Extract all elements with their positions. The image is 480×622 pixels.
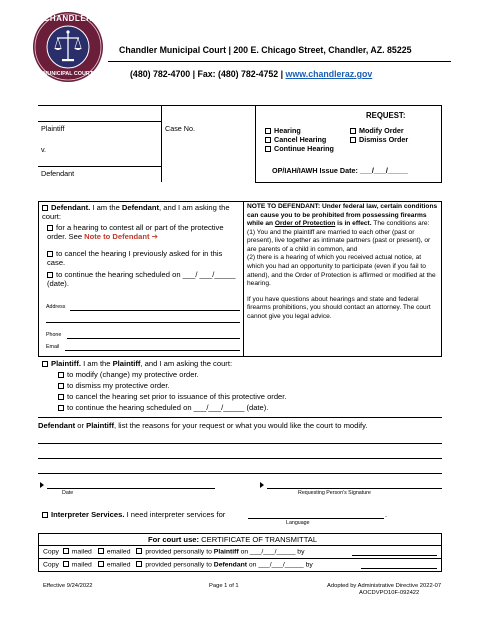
plaintiff-emailed-checkbox[interactable] — [98, 548, 104, 554]
phone-fax-text: (480) 782-4700 | Fax: (480) 782-4752 | — [130, 69, 286, 79]
defendant-emailed-checkbox[interactable] — [98, 561, 104, 567]
address-field[interactable] — [70, 310, 240, 311]
form-code: AOCDVPO10F-092422 — [359, 590, 420, 596]
defendant-personal-checkbox[interactable] — [136, 561, 142, 567]
request-cancel-option[interactable]: Cancel Hearing — [265, 135, 326, 144]
note-to-defendant-box — [247, 203, 439, 321]
reason-line-3[interactable] — [38, 473, 442, 474]
cancel-checkbox[interactable] — [47, 251, 53, 257]
signature-field[interactable] — [267, 488, 442, 489]
hearing-checkbox[interactable] — [265, 128, 271, 134]
seal-bottom-text: MUNICIPAL COURT — [42, 71, 94, 77]
email-field[interactable] — [65, 350, 240, 351]
effective-date: Effective 9/24/2022 — [43, 583, 93, 589]
plaintiff-checkbox[interactable] — [42, 361, 48, 367]
transmittal-row-defendant: Copy mailed emailed provided personally to Defendant on ___/___/_____ by — [43, 561, 313, 569]
case-number-field[interactable] — [195, 122, 251, 132]
issue-date-line[interactable]: OP/IAH/IAWH Issue Date: ___/___/_____ — [272, 166, 408, 175]
court-seal — [31, 10, 105, 84]
plaintiff-label: Plaintiff — [41, 124, 65, 133]
language-field[interactable] — [248, 518, 384, 519]
defendant-checkbox[interactable] — [42, 205, 48, 211]
court-address-line: Chandler Municipal Court | 200 E. Chicago Street, Chandler, AZ. 85225 — [119, 45, 412, 55]
reason-line-2[interactable] — [38, 458, 442, 459]
modify-order-checkbox[interactable] — [350, 128, 356, 134]
plaintiff-option-dismiss[interactable]: to dismiss my protective order. — [58, 381, 170, 390]
plaintiff-option-continue[interactable]: to continue the hearing scheduled on ___/___/_____ (date). — [58, 403, 268, 412]
note-to-defendant-ref: Note to Defendant — [84, 232, 150, 242]
email-label: Email — [46, 344, 60, 350]
date-field[interactable] — [47, 488, 215, 489]
plaintiff-mailed-checkbox[interactable] — [63, 548, 69, 554]
versus-label: v. — [41, 145, 47, 154]
note-questions: If you have questions about hearings and state and federal firearms prohibitions, you should contact an attorney. The court cannot give you legal advice. — [247, 295, 431, 320]
request-continue-option[interactable]: Continue Hearing — [265, 144, 334, 153]
request-title: REQUEST: — [366, 111, 406, 120]
court-use-title: For court use: CERTIFICATE OF TRANSMITTAL — [148, 535, 318, 544]
right-arrow-icon: ➔ — [151, 232, 159, 242]
reason-line-1[interactable] — [38, 443, 442, 444]
language-label: Language — [286, 520, 310, 526]
phone-field[interactable] — [67, 338, 240, 339]
interpreter-period: . — [385, 510, 388, 519]
defendant-transmittal-by-field[interactable] — [361, 568, 437, 569]
defendant-request-intro[interactable]: Defendant. I am the Defendant, and I am asking the court: — [42, 203, 230, 222]
dismiss-checkbox[interactable] — [58, 383, 64, 389]
address-label: Address — [46, 304, 66, 310]
request-modify-option[interactable]: Modify Order — [350, 126, 404, 135]
date-label: Date — [62, 490, 74, 496]
continue-hearing-checkbox[interactable] — [265, 146, 271, 152]
note-warning: NOTE TO DEFENDANT: Under federal law, certain conditions can cause you to be prohibited from possessing firearms while an Order of Protection is in effect. The conditions are: — [247, 203, 438, 228]
dismiss-order-checkbox[interactable] — [350, 137, 356, 143]
defendant-label: Defendant — [41, 169, 75, 178]
address-field-2[interactable] — [46, 322, 240, 323]
signature-label: Requesting Person's Signature — [298, 490, 371, 496]
website-link[interactable]: www.chandleraz.gov — [285, 69, 373, 79]
defendant-option-continue[interactable]: to continue the hearing scheduled on ___/ ___/_____ (date). — [47, 270, 236, 289]
plaintiff-cancel-checkbox[interactable] — [58, 394, 64, 400]
defendant-option-cancel[interactable]: to cancel the hearing I previously asked for in this case. — [47, 249, 223, 268]
interpreter-checkbox[interactable] — [42, 512, 48, 518]
signature-arrow-icon — [260, 482, 264, 488]
adopted-directive: Adopted by Administrative Directive 2022-07 — [327, 583, 442, 589]
plaintiff-transmittal-by-field[interactable] — [352, 555, 437, 556]
defendant-name-field[interactable] — [40, 152, 158, 165]
case-number-label: Case No. — [165, 124, 195, 133]
phone-label: Phone — [46, 332, 62, 338]
transmittal-row-plaintiff: Copy mailed emailed provided personally to Plaintiff on ___/___/_____ by — [43, 548, 305, 556]
plaintiff-name-field[interactable] — [40, 107, 158, 120]
plaintiff-option-cancel[interactable]: to cancel the hearing set prior to issuance of this protective order. — [58, 392, 287, 401]
date-arrow-icon — [40, 482, 44, 488]
request-dismiss-option[interactable]: Dismiss Order — [350, 135, 408, 144]
contest-checkbox[interactable] — [47, 225, 53, 231]
cancel-hearing-checkbox[interactable] — [265, 137, 271, 143]
continue-checkbox[interactable] — [47, 272, 53, 278]
defendant-mailed-checkbox[interactable] — [63, 561, 69, 567]
defendant-option-contest[interactable]: for a hearing to contest all or part of the protective order. See Note to Defendant ➔ — [47, 223, 224, 242]
seal-top-text: CHANDLER — [43, 14, 93, 23]
reasons-instruction: Defendant or Plaintiff, list the reasons for your request or what you would like the court to modify. — [38, 421, 368, 430]
page-number: Page 1 of 1 — [209, 583, 239, 589]
court-contact-line — [130, 69, 372, 80]
plaintiff-continue-checkbox[interactable] — [58, 405, 64, 411]
note-condition-1: (1) You and the plaintiff are married to each other (past or present), live together as intimate partners (past or present), or are parents of a child in common, and — [247, 228, 431, 253]
plaintiff-request-intro[interactable]: Plaintiff. I am the Plaintiff, and I am asking the court: — [42, 359, 232, 368]
request-hearing-option[interactable]: Hearing — [265, 126, 301, 135]
plaintiff-option-modify[interactable]: to modify (change) my protective order. — [58, 370, 199, 379]
note-condition-2: (2) there is a hearing of which you received actual notice, at which you had an opportunity to participate (even if you fail to attend), and the Order of Protection is affirmed or modified at the hearing. — [247, 254, 436, 288]
plaintiff-personal-checkbox[interactable] — [136, 548, 142, 554]
interpreter-request[interactable]: Interpreter Services. I need interpreter services for — [42, 510, 225, 519]
modify-checkbox[interactable] — [58, 372, 64, 378]
